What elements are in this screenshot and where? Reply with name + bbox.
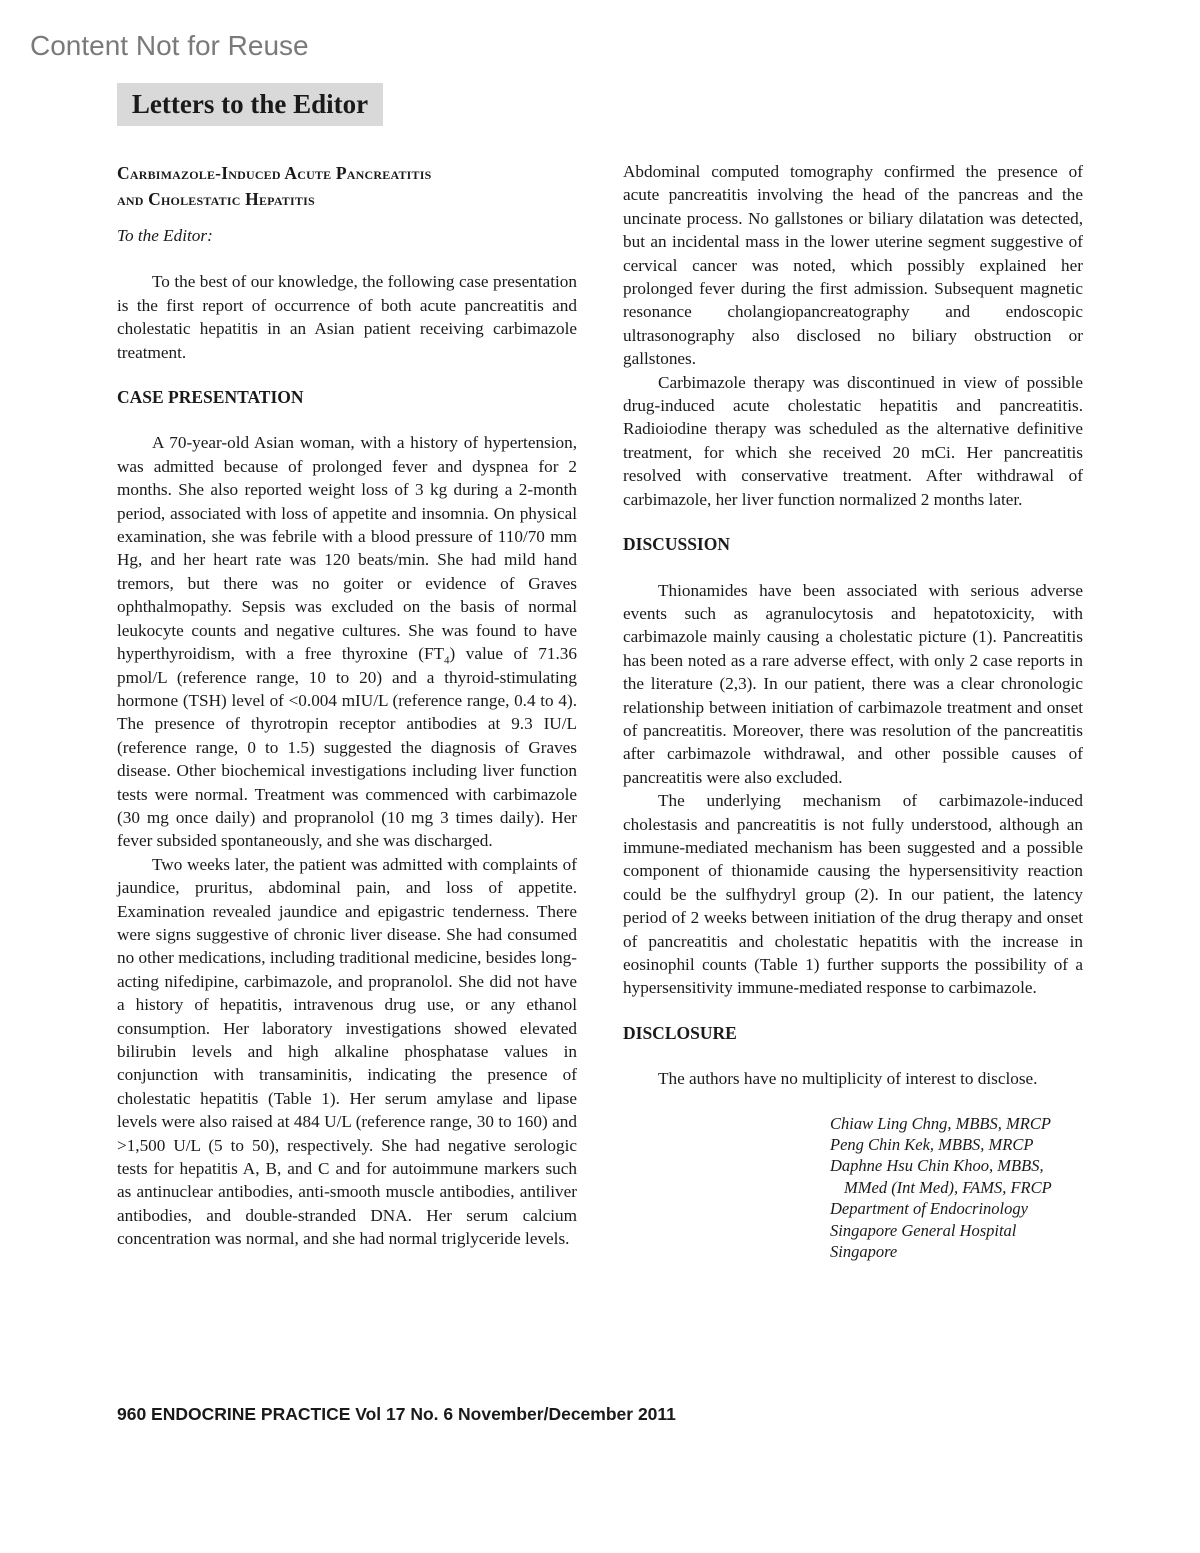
author-line: Peng Chin Kek, MBBS, MRCP [830, 1135, 1034, 1155]
left-column [117, 160, 577, 1251]
case-paragraph-1-part-a: A 70-year-old Asian woman, with a history of hypertension, was admitted because of prolonged fever and dyspnea for 2 months. She also reported weight loss of 3 kg during a 2-month period, associated with loss of appetite and insomnia. On physical examination, she was febrile with a blood pressure of 110/70 mm Hg, and her heart rate was 120 beats/min. She had mild hand tremors, but there was no goiter or evidence of Graves ophthalmopathy. Sepsis was excluded on the basis of normal leukocyte counts and negative cultures. She was found to have hyperthyroidism, with a free thyroxine (FT [117, 433, 577, 664]
case-paragraph-4: Carbimazole therapy was discontinued in view of possible drug-induced acute cholestatic hepatitis and pancreatitis. Radioiodine therapy was scheduled as the alternative definitive treatment, for which she received 20 mCi. Her pancreatitis resolved with conservative treatment. After withdrawal of carbimazole, her liver function normalized 2 months later. [623, 372, 1083, 509]
author-line: Chiaw Ling Chng, MBBS, MRCP [830, 1113, 1051, 1133]
affiliation-line: Department of Endocrinology [830, 1199, 1028, 1219]
author-line: MMed (Int Med), FAMS, FRCP [844, 1177, 1052, 1197]
right-column [623, 160, 1083, 1262]
case-paragraph-2: Two weeks later, the patient was admitted with complaints of jaundice, pruritus, abdominal pain, and loss of appetite. Examination revealed jaundice and epigastric tenderness. There were signs suggestive of chronic liver disease. She had consumed no other medications, including traditional medicine, besides long-acting nifedipine, carbimazole, and propranolol. She did not have a history of hepatitis, intravenous drug use, or any ethanol consumption. Her laboratory investigations showed elevated bilirubin levels and high alkaline phosphatase values in conjunction with transaminitis, indicating the presence of cholestatic hepatitis (Table 1). Her serum amylase and lipase levels were also raised at 484 U/L (reference range, 30 to 160) and >1,500 U/L (5 to 50), respectively. She had negative serologic tests for hepatitis A, B, and C and for autoimmune markers such as antinuclear antibodies, anti-smooth muscle antibodies, antiliver antibodies, and double-stranded DNA. Her serum calcium concentration was normal, and she had normal triglyceride levels. [117, 854, 577, 1249]
ft4-subscript: 4 [444, 654, 450, 667]
case-paragraph-3: Abdominal computed tomography confirmed the presence of acute pancreatitis involving the head of the pancreas and the uncinate process. No gallstones or biliary dilatation was detected, but an incidental mass in the lower uterine segment suggestive of cervical cancer was noted, which possibly explained her prolonged fever during the first admission. Subsequent magnetic resonance cholangiopancreatography and endoscopic ultrasonography also disclosed no biliary obstruction or gallstones. [623, 162, 1083, 369]
disclosure-heading: DISCLOSURE [623, 1022, 737, 1043]
article-title [117, 160, 577, 212]
page-footer: 960 ENDOCRINE PRACTICE Vol 17 No. 6 November/December 2011 [117, 1404, 676, 1424]
case-presentation-heading: CASE PRESENTATION [117, 387, 304, 408]
discussion-paragraph-1: Thionamides have been associated with serious adverse events such as agranulocytosis and hepatotoxicity, with carbimazole mainly causing a cholestatic picture (1). Pancreatitis has been noted as a rare adverse effect, with only 2 case reports in the literature (2,3). In our patient, there was a clear chronologic relationship between initiation of carbimazole treatment and onset of pancreatitis. Moreover, there was resolution of the pancreatitis after carbimazole withdrawal, and other possible causes of pancreatitis were also excluded. [623, 580, 1083, 787]
case-paragraph-1-part-b: ) value of 71.36 pmol/L (reference range, 10 to 20) and a thyroid-stimulating hormone (TSH) level of <0.004 mIU/L (reference range, 0.4 to 4). The presence of thyrotropin receptor antibodies at 9.3 IU/L (reference range, 0 to 1.5) suggested the diagnosis of Graves disease. Other biochemical investigations including liver function tests were normal. Treatment was commenced with carbimazole (30 mg once daily) and propranolol (10 mg 3 times daily). Her fever subsided spontaneously, and she was discharged. [117, 644, 577, 851]
discussion-paragraph-2: The underlying mechanism of carbimazole-induced cholestasis and pancreatitis is not fully understood, although an immune-mediated mechanism has been suggested and a possible component of thionamide causing the hypersensitivity reaction could be the sulfhydryl group (2). In our patient, the latency period of 2 weeks between initiation of the drug therapy and onset of pancreatitis and cholestatic hepatitis with the increase in eosinophil counts (Table 1) further supports the possibility of a hypersensitivity immune-mediated response to carbimazole. [623, 791, 1083, 998]
author-block [830, 1113, 1083, 1263]
section-banner [117, 83, 383, 126]
article-title-line1: Carbimazole-Induced Acute Pancreatitis [117, 163, 432, 183]
salutation: To the Editor: [117, 226, 213, 245]
affiliation-line: Singapore General Hospital [830, 1220, 1017, 1240]
author-line: Daphne Hsu Chin Khoo, MBBS, [830, 1156, 1044, 1176]
intro-paragraph: To the best of our knowledge, the following case presentation is the first report of occurrence of both acute pancreatitis and cholestatic hepatitis in an Asian patient receiving carbimazole treatment. [117, 272, 577, 362]
watermark: Content Not for Reuse [30, 30, 309, 61]
section-banner-label: Letters to the Editor [131, 89, 369, 119]
article-title-line2: and Cholestatic Hepatitis [117, 189, 315, 209]
case-paragraph-1 [117, 431, 577, 852]
affiliation-line: Singapore [830, 1242, 898, 1262]
disclosure-text: The authors have no multiplicity of interest to disclose. [658, 1069, 1038, 1089]
discussion-heading: DISCUSSION [623, 534, 730, 555]
